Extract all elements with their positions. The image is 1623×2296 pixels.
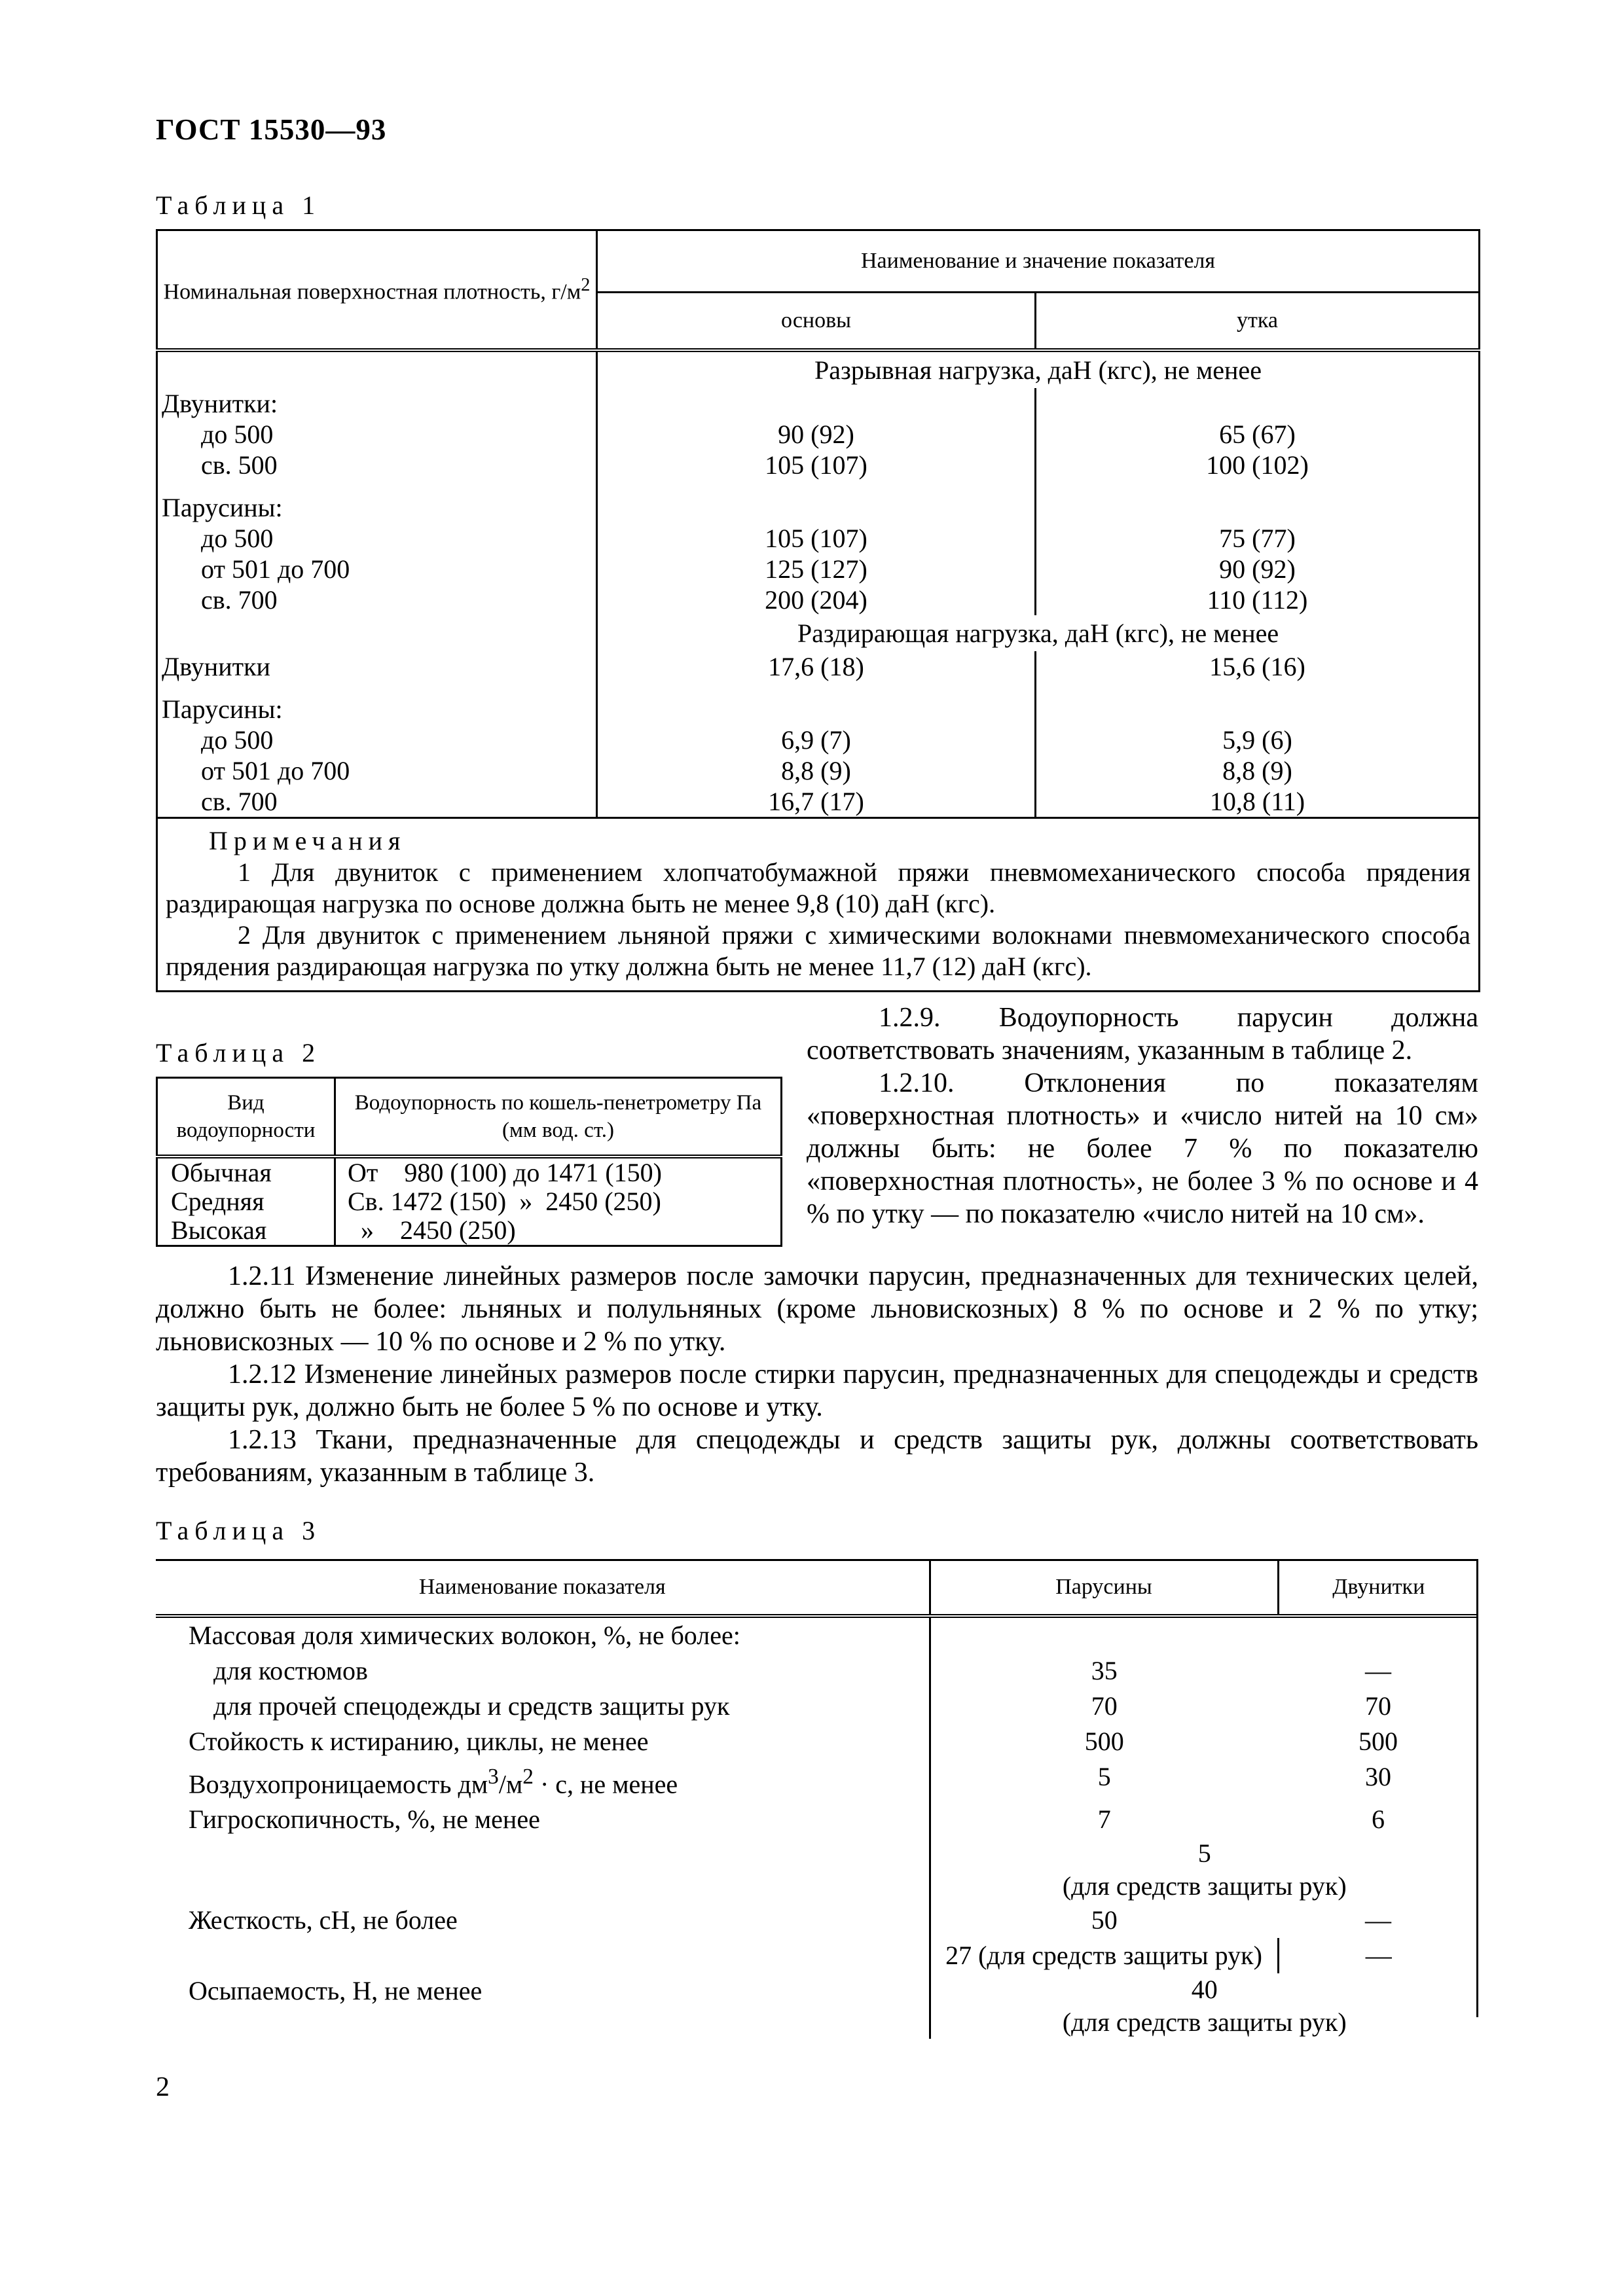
table1-section-breaking: Разрывная нагрузка, даН (кгс), не менее [597,350,1480,388]
table2-rows [157,1157,782,1246]
table2 [156,1077,782,1247]
table3-col-twine: Двунитки [1278,1560,1478,1616]
table1-cell-weft: 8,8 (9) [1036,755,1480,786]
table1-cell-base [597,480,1036,523]
table1-row-label: Парусины: [162,492,283,522]
table1-cell-weft: 90 (92) [1036,554,1480,584]
table1-cell-weft [1036,682,1480,725]
table-row: 5 (для средств защиты рук) [156,1837,1478,1903]
table1-cell-base [597,682,1036,725]
table1-row-label: от 501 до 700 [201,755,350,785]
table-row [157,1187,782,1216]
table-row [157,651,1480,682]
table-row [157,725,1480,755]
table-row: 27 (для средств защиты рук) — [156,1938,1478,1973]
table-row: Жесткость, сН, не более 50 — [156,1903,1478,1938]
paragraph-1-2-9: 1.2.9. Водоупорность парусин должна соответствовать значениям, указанным в таблице 2. 1.2.10. Отклонения по показателям «поверхностная плотность» и «число нитей на 10 см» должны быть: не более 7 % по показателю «поверхностная плотность», не более 3 % по основе и 4 % по утку — по показателю «число нитей на 10 см». [807,1003,1478,1229]
table-row: Гигроскопичность, %, не менее 7 6 [156,1802,1478,1837]
table1-row-label: св. 700 [201,786,278,816]
table-row: Воздухопроницаемость $дм^3/м^2 \cdot с$, не менее 5 30 [156,1759,1478,1802]
table1-cell-base: 17,6 (18) [597,651,1036,682]
table1-cell-base: 200 (204) [597,584,1036,615]
table1-col-group: Наименование и значение показателя [597,230,1480,293]
table2-cell-type: Обычная [171,1157,272,1187]
table1-row-label: Парусины: [162,694,283,724]
table1-section-tearing: Раздирающая нагрузка, даН (кгс), не менее [597,615,1480,651]
note-1: 1 Для двуниток с применением хлопчатобумажной пряжи пневмомеханического способа прядения раздирающая нагрузка по основе должна быть не менее 9,8 (10) даН (кгс). [166,857,1470,918]
table1-row-label: до 500 [201,725,274,755]
t3-row-chem: Массовая доля химических волокон, %, не более: [189,1620,740,1650]
paragraph-1-2-13: 1.2.13 Ткани, предназначенные для спецодежды и средств защиты рук, должны соответствовать требованиям, указанным в таблице 3. [156,1425,1478,1488]
table1-cell-base: 8,8 (9) [597,755,1036,786]
table1-section2-rows [157,651,1480,818]
table-row: Стойкость к истиранию, циклы, не менее 500 500 [156,1724,1478,1759]
note-2: 2 Для двуниток с применением льняной пряжи с химическими волокнами пневмомеханического способа прядения раздирающая нагрузка по утку должна быть не менее 11,7 (12) даН (кгс). [166,920,1470,981]
table-row [157,480,1480,523]
paragraph-1-2-11: 1.2.11 Изменение линейных размеров после замочки парусин, предназначенных для технических целей, должно быть не более: льняных и полульняных (кроме льновискозных) 8 % по основе и 2 % по утку; льновискозных — 10 % по основе и 2 % по утку. [156,1261,1478,1357]
table1-cell-weft: 65 (67) [1036,419,1480,450]
table1-cell-base: 16,7 (17) [597,786,1036,818]
table1 [156,229,1480,992]
document-number: ГОСТ 15530—93 [156,113,387,146]
table1-cell-weft: 5,9 (6) [1036,725,1480,755]
notes-title: Примечания [209,825,407,855]
table1-col-label: Номинальная поверхностная плотность, $г/м^2$ [157,230,597,350]
table-row: для прочей спецодежды и средств защиты рук 70 70 [156,1689,1478,1724]
table2-caption: Таблица 2 [156,1038,321,1067]
table1-cell-weft [1036,480,1480,523]
table-row [157,523,1480,554]
table2-cell-value: » 2450 (250) [335,1216,782,1246]
table1-row-label: св. 500 [201,450,278,480]
table1-cell-weft: 10,8 (11) [1036,786,1480,818]
table1-cell-base: 105 (107) [597,523,1036,554]
table1-caption: Таблица 1 [156,190,321,220]
table1-cell-weft: 110 (112) [1036,584,1480,615]
table1-cell-weft: 75 (77) [1036,523,1480,554]
table3-right-border [1476,1559,1478,2017]
paragraph-1-2-12: 1.2.12 Изменение линейных размеров после стирки парусин, предназначенных для спецодежды и средств защиты рук, должно быть не более 5 % по основе и утку. [156,1359,1478,1422]
table1-cell-base: 105 (107) [597,450,1036,480]
table-row [157,682,1480,725]
table2-col-value: Водоупорность по кошель-пенетрометру Па (мм вод. ст.) [335,1078,782,1157]
table-row [157,554,1480,584]
table2-cell-value: От 980 (100) до 1471 (150) [335,1157,782,1187]
table1-section1-rows [157,388,1480,615]
table1-row-label: от 501 до 700 [201,554,350,584]
table2-col-type: Вид водоупорности [157,1078,335,1157]
table-row [157,1157,782,1187]
table1-cell-weft: 100 (102) [1036,450,1480,480]
page-number: 2 [156,2072,170,2102]
table3 [156,1559,1478,2039]
table-row: Осыпаемость, Н, не менее 40 (для средств защиты рук) [156,1973,1478,2039]
table1-col-weft: утка [1036,293,1480,350]
table1-row-label: до 500 [201,419,274,449]
table3-caption: Таблица 3 [156,1516,321,1545]
table1-col-base: основы [597,293,1036,350]
table1-row-label: Двунитки: [162,388,278,418]
table1-row-label: св. 700 [201,584,278,615]
table1-row-label: до 500 [201,523,274,553]
table1-cell-base: 90 (92) [597,419,1036,450]
table2-cell-type: Высокая [171,1215,267,1245]
table-row [157,755,1480,786]
table-row [157,450,1480,480]
table1-cell-weft [1036,388,1480,419]
table1-cell-base: 125 (127) [597,554,1036,584]
table2-cell-value: Св. 1472 (150) » 2450 (250) [335,1187,782,1216]
table1-notes [157,817,1480,991]
table2-cell-type: Средняя [171,1186,264,1216]
table-row [157,1216,782,1246]
table1-cell-base: 6,9 (7) [597,725,1036,755]
table1-row-label: Двунитки [162,651,270,681]
table-row [157,786,1480,818]
table3-col-name: Наименование показателя [156,1560,930,1616]
table-row: для костюмов 35 — [156,1653,1478,1689]
table3-col-canvas: Парусины [930,1560,1278,1616]
table1-cell-weft: 15,6 (16) [1036,651,1480,682]
table-row [157,419,1480,450]
table1-cell-base [597,388,1036,419]
table-row [157,388,1480,419]
table-row [157,584,1480,615]
paragraphs-block [156,1260,1478,1489]
